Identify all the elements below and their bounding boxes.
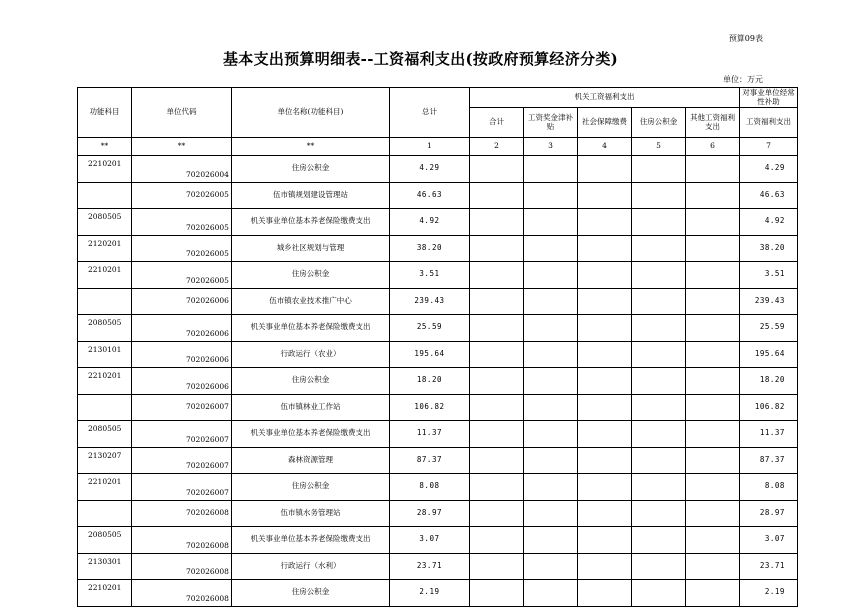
func-subject-cell: 2210201 bbox=[78, 156, 132, 183]
func-subject-cell: 2080505 bbox=[78, 527, 132, 554]
budget-table bbox=[77, 87, 798, 607]
public-salary-cell: 87.37 bbox=[739, 447, 797, 474]
public-salary-cell: 3.51 bbox=[739, 262, 797, 289]
empty-cell bbox=[685, 580, 739, 607]
unit-code-cell: 702026006 bbox=[132, 341, 232, 368]
func-subject-cell: 2210201 bbox=[78, 580, 132, 607]
table-row bbox=[78, 235, 798, 262]
empty-cell bbox=[685, 421, 739, 448]
public-salary-cell: 46.63 bbox=[739, 182, 797, 209]
header-group-public: 对事业单位经常性补助 bbox=[739, 88, 797, 108]
table-row bbox=[78, 553, 798, 580]
empty-cell bbox=[631, 500, 685, 527]
empty-cell bbox=[685, 315, 739, 342]
empty-cell bbox=[523, 527, 577, 554]
unit-code-cell: 702026006 bbox=[132, 288, 232, 315]
form-number: 预算09表 bbox=[728, 34, 763, 43]
public-salary-cell: 4.92 bbox=[739, 209, 797, 236]
empty-cell bbox=[685, 368, 739, 395]
unit-name-cell: 森林资源管理 bbox=[231, 447, 389, 474]
public-salary-cell: 18.20 bbox=[739, 368, 797, 395]
empty-cell bbox=[631, 262, 685, 289]
func-subject-cell bbox=[78, 500, 132, 527]
empty-cell bbox=[523, 209, 577, 236]
total-cell: 25.59 bbox=[389, 315, 469, 342]
empty-cell bbox=[523, 156, 577, 183]
func-subject-cell: 2210201 bbox=[78, 474, 132, 501]
empty-cell bbox=[685, 527, 739, 554]
empty-cell bbox=[631, 209, 685, 236]
total-cell: 87.37 bbox=[389, 447, 469, 474]
total-cell: 23.71 bbox=[389, 553, 469, 580]
empty-cell bbox=[523, 553, 577, 580]
header-other: 其他工资福利支出 bbox=[685, 108, 739, 138]
unit-code-cell: 702026005 bbox=[132, 182, 232, 209]
total-cell: 4.29 bbox=[389, 156, 469, 183]
empty-cell bbox=[577, 315, 631, 342]
header-unit-name: 单位名称(功能科目) bbox=[231, 88, 389, 138]
table-row bbox=[78, 500, 798, 527]
empty-cell bbox=[523, 474, 577, 501]
func-subject-cell: 2210201 bbox=[78, 368, 132, 395]
total-cell: 2.19 bbox=[389, 580, 469, 607]
empty-cell bbox=[631, 156, 685, 183]
table-row bbox=[78, 156, 798, 183]
total-cell: 46.63 bbox=[389, 182, 469, 209]
total-cell: 3.51 bbox=[389, 262, 469, 289]
empty-cell bbox=[469, 341, 523, 368]
empty-cell bbox=[469, 182, 523, 209]
empty-cell bbox=[631, 288, 685, 315]
unit-name-cell: 机关事业单位基本养老保险缴费支出 bbox=[231, 527, 389, 554]
index-cell: 6 bbox=[685, 138, 739, 156]
empty-cell bbox=[631, 474, 685, 501]
empty-cell bbox=[577, 447, 631, 474]
func-subject-cell bbox=[78, 182, 132, 209]
empty-cell bbox=[631, 394, 685, 421]
empty-cell bbox=[469, 580, 523, 607]
empty-cell bbox=[577, 262, 631, 289]
unit-code-cell: 702026004 bbox=[132, 156, 232, 183]
empty-cell bbox=[685, 262, 739, 289]
unit-name-cell: 机关事业单位基本养老保险缴费支出 bbox=[231, 315, 389, 342]
index-row bbox=[78, 138, 798, 156]
table-row bbox=[78, 527, 798, 554]
empty-cell bbox=[631, 315, 685, 342]
unit-name-cell: 伍市镇规划建设管理站 bbox=[231, 182, 389, 209]
header-subtotal: 合计 bbox=[469, 108, 523, 138]
unit-code-cell: 702026005 bbox=[132, 262, 232, 289]
header-total: 总计 bbox=[389, 88, 469, 138]
public-salary-cell: 195.64 bbox=[739, 341, 797, 368]
empty-cell bbox=[577, 421, 631, 448]
public-salary-cell: 28.97 bbox=[739, 500, 797, 527]
func-subject-cell bbox=[78, 394, 132, 421]
empty-cell bbox=[469, 235, 523, 262]
empty-cell bbox=[577, 182, 631, 209]
public-salary-cell: 3.07 bbox=[739, 527, 797, 554]
header-public-salary: 工资福利支出 bbox=[739, 108, 797, 138]
unit-name-cell: 住房公积金 bbox=[231, 156, 389, 183]
unit-name-cell: 伍市镇水务管理站 bbox=[231, 500, 389, 527]
func-subject-cell: 2210201 bbox=[78, 262, 132, 289]
total-cell: 4.92 bbox=[389, 209, 469, 236]
empty-cell bbox=[469, 262, 523, 289]
empty-cell bbox=[523, 262, 577, 289]
unit-name-cell: 住房公积金 bbox=[231, 474, 389, 501]
unit-label: 单位：万元 bbox=[723, 75, 763, 84]
empty-cell bbox=[685, 500, 739, 527]
table-row bbox=[78, 580, 798, 607]
header-func-subject: 功能科目 bbox=[78, 88, 132, 138]
public-salary-cell: 38.20 bbox=[739, 235, 797, 262]
table-row bbox=[78, 288, 798, 315]
func-subject-cell bbox=[78, 288, 132, 315]
unit-code-cell: 702026008 bbox=[132, 527, 232, 554]
public-salary-cell: 11.37 bbox=[739, 421, 797, 448]
empty-cell bbox=[577, 288, 631, 315]
unit-code-cell: 702026007 bbox=[132, 421, 232, 448]
table-row bbox=[78, 262, 798, 289]
unit-code-cell: 702026007 bbox=[132, 474, 232, 501]
empty-cell bbox=[685, 474, 739, 501]
table-row bbox=[78, 421, 798, 448]
total-cell: 195.64 bbox=[389, 341, 469, 368]
empty-cell bbox=[631, 341, 685, 368]
empty-cell bbox=[469, 527, 523, 554]
empty-cell bbox=[523, 341, 577, 368]
empty-cell bbox=[577, 527, 631, 554]
unit-code-cell: 702026007 bbox=[132, 447, 232, 474]
index-cell: ** bbox=[231, 138, 389, 156]
total-cell: 8.08 bbox=[389, 474, 469, 501]
empty-cell bbox=[577, 553, 631, 580]
func-subject-cell: 2080505 bbox=[78, 209, 132, 236]
table-row bbox=[78, 315, 798, 342]
unit-code-cell: 702026006 bbox=[132, 315, 232, 342]
unit-code-cell: 702026008 bbox=[132, 500, 232, 527]
index-cell: 5 bbox=[631, 138, 685, 156]
empty-cell bbox=[577, 341, 631, 368]
func-subject-cell: 2120201 bbox=[78, 235, 132, 262]
empty-cell bbox=[469, 474, 523, 501]
empty-cell bbox=[577, 580, 631, 607]
func-subject-cell: 2130301 bbox=[78, 553, 132, 580]
empty-cell bbox=[523, 580, 577, 607]
index-cell: 1 bbox=[389, 138, 469, 156]
header-group-org: 机关工资福利支出 bbox=[469, 88, 739, 108]
empty-cell bbox=[685, 553, 739, 580]
unit-code-cell: 702026008 bbox=[132, 553, 232, 580]
public-salary-cell: 8.08 bbox=[739, 474, 797, 501]
total-cell: 106.82 bbox=[389, 394, 469, 421]
public-salary-cell: 25.59 bbox=[739, 315, 797, 342]
empty-cell bbox=[685, 288, 739, 315]
empty-cell bbox=[577, 209, 631, 236]
unit-code-cell: 702026005 bbox=[132, 235, 232, 262]
func-subject-cell: 2080505 bbox=[78, 421, 132, 448]
empty-cell bbox=[469, 209, 523, 236]
empty-cell bbox=[631, 580, 685, 607]
empty-cell bbox=[577, 474, 631, 501]
empty-cell bbox=[577, 394, 631, 421]
table-row bbox=[78, 209, 798, 236]
empty-cell bbox=[523, 288, 577, 315]
empty-cell bbox=[631, 368, 685, 395]
unit-name-cell: 机关事业单位基本养老保险缴费支出 bbox=[231, 421, 389, 448]
index-cell: ** bbox=[132, 138, 232, 156]
empty-cell bbox=[469, 500, 523, 527]
empty-cell bbox=[577, 235, 631, 262]
empty-cell bbox=[685, 235, 739, 262]
empty-cell bbox=[469, 553, 523, 580]
empty-cell bbox=[523, 182, 577, 209]
empty-cell bbox=[577, 156, 631, 183]
unit-name-cell: 住房公积金 bbox=[231, 580, 389, 607]
public-salary-cell: 23.71 bbox=[739, 553, 797, 580]
empty-cell bbox=[631, 182, 685, 209]
empty-cell bbox=[469, 447, 523, 474]
empty-cell bbox=[469, 315, 523, 342]
empty-cell bbox=[685, 394, 739, 421]
header-unit-code: 单位代码 bbox=[132, 88, 232, 138]
total-cell: 28.97 bbox=[389, 500, 469, 527]
index-cell: 7 bbox=[739, 138, 797, 156]
index-cell: 3 bbox=[523, 138, 577, 156]
header-social: 社会保障缴费 bbox=[577, 108, 631, 138]
table-row bbox=[78, 182, 798, 209]
func-subject-cell: 2130207 bbox=[78, 447, 132, 474]
unit-code-cell: 702026007 bbox=[132, 394, 232, 421]
unit-code-cell: 702026005 bbox=[132, 209, 232, 236]
empty-cell bbox=[523, 315, 577, 342]
empty-cell bbox=[523, 235, 577, 262]
func-subject-cell: 2130101 bbox=[78, 341, 132, 368]
unit-name-cell: 住房公积金 bbox=[231, 368, 389, 395]
empty-cell bbox=[469, 368, 523, 395]
total-cell: 11.37 bbox=[389, 421, 469, 448]
empty-cell bbox=[631, 447, 685, 474]
table-row bbox=[78, 394, 798, 421]
unit-code-cell: 702026006 bbox=[132, 368, 232, 395]
unit-name-cell: 行政运行（水利） bbox=[231, 553, 389, 580]
empty-cell bbox=[469, 288, 523, 315]
empty-cell bbox=[469, 156, 523, 183]
empty-cell bbox=[523, 447, 577, 474]
unit-code-cell: 702026008 bbox=[132, 580, 232, 607]
unit-name-cell: 伍市镇林业工作站 bbox=[231, 394, 389, 421]
empty-cell bbox=[685, 209, 739, 236]
empty-cell bbox=[685, 182, 739, 209]
total-cell: 239.43 bbox=[389, 288, 469, 315]
public-salary-cell: 2.19 bbox=[739, 580, 797, 607]
total-cell: 38.20 bbox=[389, 235, 469, 262]
unit-name-cell: 住房公积金 bbox=[231, 262, 389, 289]
index-cell: 4 bbox=[577, 138, 631, 156]
public-salary-cell: 106.82 bbox=[739, 394, 797, 421]
table-row bbox=[78, 447, 798, 474]
empty-cell bbox=[469, 421, 523, 448]
unit-name-cell: 城乡社区规划与管理 bbox=[231, 235, 389, 262]
header-salary: 工资奖金津补贴 bbox=[523, 108, 577, 138]
empty-cell bbox=[577, 500, 631, 527]
empty-cell bbox=[685, 341, 739, 368]
index-cell: 2 bbox=[469, 138, 523, 156]
empty-cell bbox=[577, 368, 631, 395]
public-salary-cell: 239.43 bbox=[739, 288, 797, 315]
empty-cell bbox=[631, 527, 685, 554]
unit-name-cell: 行政运行（农业） bbox=[231, 341, 389, 368]
empty-cell bbox=[685, 156, 739, 183]
table-row bbox=[78, 341, 798, 368]
empty-cell bbox=[523, 421, 577, 448]
empty-cell bbox=[631, 553, 685, 580]
total-cell: 18.20 bbox=[389, 368, 469, 395]
table-row bbox=[78, 368, 798, 395]
total-cell: 3.07 bbox=[389, 527, 469, 554]
public-salary-cell: 4.29 bbox=[739, 156, 797, 183]
page-title: 基本支出预算明细表--工资福利支出(按政府预算经济分类) bbox=[222, 50, 619, 68]
empty-cell bbox=[631, 235, 685, 262]
unit-name-cell: 机关事业单位基本养老保险缴费支出 bbox=[231, 209, 389, 236]
func-subject-cell: 2080505 bbox=[78, 315, 132, 342]
empty-cell bbox=[523, 500, 577, 527]
table-row bbox=[78, 474, 798, 501]
empty-cell bbox=[469, 394, 523, 421]
empty-cell bbox=[685, 447, 739, 474]
empty-cell bbox=[523, 394, 577, 421]
header-housing: 住房公积金 bbox=[631, 108, 685, 138]
empty-cell bbox=[631, 421, 685, 448]
index-cell: ** bbox=[78, 138, 132, 156]
unit-name-cell: 伍市镇农业技术推广中心 bbox=[231, 288, 389, 315]
empty-cell bbox=[523, 368, 577, 395]
